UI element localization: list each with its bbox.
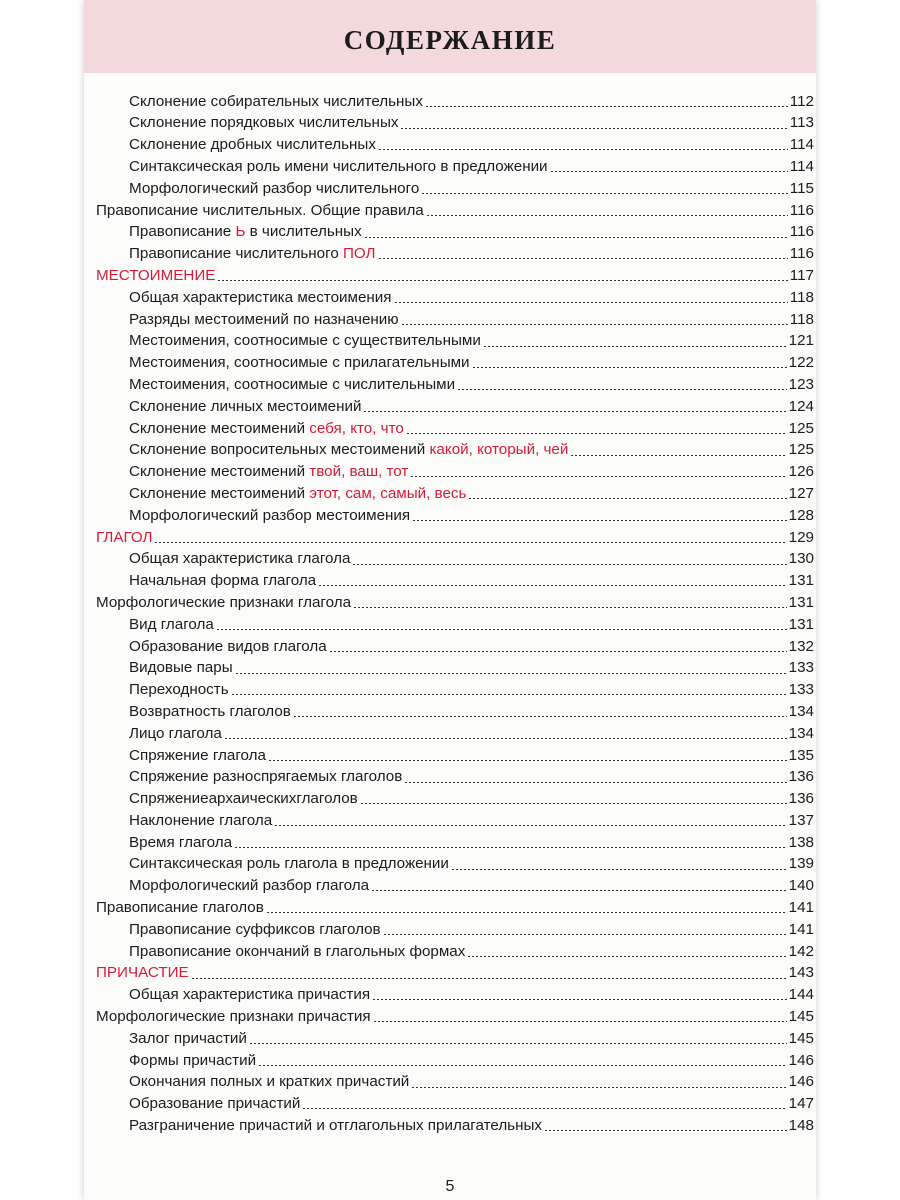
dot-leader: [266, 912, 787, 913]
toc-entry-title: [129, 377, 455, 392]
toc-entry-highlight: этот, сам, самый, весь: [309, 484, 467, 502]
toc-entry-title: [96, 203, 424, 218]
toc-entry-page: 122: [788, 354, 814, 372]
toc-entry-text: Переходность: [129, 681, 229, 699]
toc-entry-page: 125: [788, 441, 814, 459]
toc-entry-text: Видовые пары: [129, 659, 233, 677]
toc-entry-title: [129, 682, 229, 697]
toc-entry: [84, 262, 816, 284]
dot-leader: [404, 782, 786, 783]
toc-entry: [84, 371, 816, 393]
toc-entry-page: 131: [788, 593, 814, 611]
toc-entry-text: Разряды местоимений по назначению: [129, 310, 399, 328]
toc-entry-page: 145: [788, 1029, 814, 1047]
toc-entry-text: Формы причастий: [129, 1051, 257, 1069]
dot-leader: [406, 433, 787, 434]
toc-entry-page: 117: [789, 266, 814, 284]
toc-entry: [84, 524, 816, 546]
toc-entry-title: [96, 595, 351, 610]
toc-entry-text: Правописание: [129, 223, 236, 241]
toc-entry-title: [129, 1031, 247, 1046]
toc-entry-text: Разграничение причастий и отглагольных прилагательных: [129, 1117, 542, 1135]
toc-entry-text: Морфологический разбор местоимения: [129, 506, 411, 524]
toc-entry: [84, 415, 816, 437]
dot-leader: [457, 389, 787, 390]
toc-entry-page: 147: [788, 1095, 814, 1113]
dot-leader: [217, 280, 787, 281]
toc-entry-page: 136: [788, 790, 814, 808]
toc-entry-title: [129, 878, 369, 893]
toc-entry-page: 124: [788, 397, 814, 415]
toc-entry-text: Местоимения, соотносимые с существительными: [129, 332, 481, 350]
dot-leader: [268, 760, 787, 761]
toc-entry-title: [129, 1118, 542, 1133]
dot-leader: [293, 716, 787, 717]
toc-entry-title: [129, 617, 214, 632]
toc-entry-title: [129, 639, 327, 654]
toc-entry-page: 141: [788, 920, 814, 938]
toc-entry-text: Образование причастий: [129, 1095, 301, 1113]
toc-entry-title: [129, 421, 404, 436]
toc-entry-page: 141: [788, 899, 814, 917]
toc-entry: [84, 1091, 816, 1113]
toc-entry-title: [129, 660, 233, 675]
dot-leader: [318, 585, 787, 586]
dot-leader: [483, 346, 787, 347]
dot-leader: [550, 171, 788, 172]
toc-entry-highlight: себя, кто, что: [309, 419, 404, 437]
toc-entry-text: Местоимения, соотносимые с прилагательными: [129, 354, 470, 372]
toc-entry-text: Окончания полных и кратких причастий: [129, 1073, 410, 1091]
toc-entry-text: Склонение местоимений: [129, 419, 310, 437]
toc-entry-title: [129, 290, 392, 305]
toc-entry: [84, 829, 816, 851]
dot-leader: [363, 411, 786, 412]
toc-entry-text: Лицо глагола: [129, 724, 222, 742]
toc-entry-text: Склонение дробных числительных: [129, 136, 376, 154]
toc-entry: [84, 546, 816, 568]
toc-entry-page: 114: [789, 157, 814, 175]
toc-entry: [84, 698, 816, 720]
toc-entry-title: [129, 115, 398, 130]
toc-entry-title: [129, 573, 316, 588]
toc-entry-title: [129, 224, 362, 239]
toc-entry-text: Синтаксическая роль глагола в предложении: [129, 855, 449, 873]
dot-leader: [329, 651, 787, 652]
toc-entry-text: Правописание глаголов: [96, 899, 264, 917]
toc-entry-text: Склонение местоимений: [129, 463, 310, 481]
toc-entry-title: [129, 312, 399, 327]
toc-entry: [84, 786, 816, 808]
toc-entry-title: [129, 769, 402, 784]
toc-entry: [84, 960, 816, 982]
dot-leader: [191, 978, 787, 979]
toc-entry: [84, 110, 816, 132]
page-title: СОДЕРЖАНИЕ: [343, 25, 557, 55]
toc-entry: [84, 938, 816, 960]
toc-entry-page: 118: [789, 288, 814, 306]
toc-entry-text: Общая характеристика глагола: [129, 550, 351, 568]
toc-entry-page: 133: [788, 659, 814, 677]
toc-entry-title: [129, 442, 568, 457]
toc-entry: [84, 1112, 816, 1134]
toc-entry-title: [129, 835, 232, 850]
toc-entry-highlight: ПОЛ: [342, 245, 376, 263]
dot-leader: [352, 564, 786, 565]
toc-entry-page: 144: [788, 986, 814, 1004]
toc-entry-title: [129, 159, 548, 174]
dot-leader: [234, 847, 787, 848]
toc-entry-title: [129, 181, 419, 196]
toc-entry: [84, 894, 816, 916]
toc-entry: [84, 655, 816, 677]
toc-entry: [84, 764, 816, 786]
toc-entry: [84, 350, 816, 372]
dot-leader: [412, 520, 787, 521]
toc-entry-page: 116: [789, 223, 814, 241]
dot-leader: [360, 803, 787, 804]
dot-leader: [410, 476, 786, 477]
dot-leader: [421, 193, 788, 194]
toc-entry-page: 134: [788, 724, 814, 742]
toc-entry-text: Начальная форма глагола: [129, 572, 317, 590]
toc-entry-text: Спряжение разноспрягаемых глаголов: [129, 768, 403, 786]
dot-leader: [383, 934, 787, 935]
toc-entry-title: [129, 508, 410, 523]
toc-entry: [84, 1069, 816, 1091]
toc-entry-title: [129, 791, 358, 806]
toc-entry-text: Правописание числительного: [129, 245, 343, 263]
toc-entry-title: [129, 813, 272, 828]
toc-entry-page: 121: [788, 332, 814, 350]
toc-entry-page: 137: [788, 811, 814, 829]
dot-leader: [231, 694, 787, 695]
toc-entry: [84, 851, 816, 873]
toc-entry-page: 128: [788, 506, 814, 524]
toc-entry-text: Возвратность глаголов: [129, 702, 291, 720]
toc-entry-page: 134: [788, 702, 814, 720]
toc-entry-page: 139: [788, 855, 814, 873]
dot-leader: [451, 869, 787, 870]
toc-entry-title: [129, 922, 381, 937]
toc-entry-page: 125: [788, 419, 814, 437]
toc-entry: [84, 88, 816, 110]
toc-entry-page: 115: [789, 179, 814, 197]
toc-entry-highlight: какой, который, чей: [429, 441, 569, 459]
toc-entry-text: Время глагола: [129, 833, 233, 851]
toc-entry: [84, 916, 816, 938]
dot-leader: [274, 825, 786, 826]
toc-entry: [84, 1003, 816, 1025]
toc-entry: [84, 1025, 816, 1047]
dot-leader: [400, 128, 787, 129]
toc-entry-title: [129, 987, 370, 1002]
toc-entry-highlight: МЕСТОИМЕНИЕ: [96, 266, 216, 284]
toc-entry: [84, 241, 816, 263]
dot-leader: [426, 215, 788, 216]
toc-entry: [84, 284, 816, 306]
toc-entry-title: [96, 268, 215, 283]
toc-entry-text: Залог причастий: [129, 1029, 247, 1047]
toc-entry: [84, 153, 816, 175]
toc-entry-page: 112: [789, 92, 814, 110]
toc-entry-text: Спряжение глагола: [129, 746, 266, 764]
toc-entry-title: [96, 900, 264, 915]
toc-entry-text: в числительных: [245, 223, 362, 241]
toc-entry-title: [129, 486, 466, 501]
dot-leader: [258, 1065, 787, 1066]
toc-entry-page: 143: [788, 964, 814, 982]
toc-entry: [84, 633, 816, 655]
toc-entry-text: Вид глагола: [129, 615, 214, 633]
toc-entry-title: [96, 1009, 371, 1024]
toc-entry: [84, 197, 816, 219]
toc-entry-text: Склонение местоимений: [129, 484, 310, 502]
toc-entry-title: [129, 944, 465, 959]
dot-leader: [249, 1043, 787, 1044]
toc-entry-page: 132: [788, 637, 814, 655]
toc-entry-page: 145: [788, 1008, 814, 1026]
toc-entry-text: Спряжениеархаическихглаголов: [129, 790, 358, 808]
toc-entry: [84, 437, 816, 459]
dot-leader: [353, 607, 787, 608]
toc-entry-text: Склонение собирательных числительных: [129, 92, 423, 110]
toc-entry: [84, 568, 816, 590]
toc-entry: [84, 306, 816, 328]
toc-entry-page: 140: [788, 877, 814, 895]
dot-leader: [378, 258, 788, 259]
toc-entry: [84, 393, 816, 415]
toc-entry-title: [129, 399, 361, 414]
toc-entry-text: Склонение личных местоимений: [129, 397, 362, 415]
dot-leader: [378, 149, 788, 150]
toc-entry: [84, 611, 816, 633]
toc-entry-page: 123: [788, 375, 814, 393]
toc-entry-title: [129, 704, 291, 719]
toc-entry-title: [96, 965, 189, 980]
toc-entry-page: 138: [788, 833, 814, 851]
toc-entry: [84, 873, 816, 895]
toc-entry-page: 136: [788, 768, 814, 786]
toc-entry-title: [129, 748, 266, 763]
dot-leader: [302, 1108, 786, 1109]
toc-entry-text: Общая характеристика причастия: [129, 986, 371, 1004]
toc-entry-page: 116: [789, 245, 814, 263]
header-band: [84, 0, 816, 73]
dot-leader: [468, 498, 786, 499]
dot-leader: [472, 367, 787, 368]
dot-leader: [373, 1021, 787, 1022]
dot-leader: [216, 629, 787, 630]
toc-entry: [84, 589, 816, 611]
toc-entry: [84, 807, 816, 829]
page-number: 5: [445, 1178, 455, 1195]
toc-entry-text: Правописание числительных. Общие правила: [96, 201, 424, 219]
toc-entry-page: 146: [788, 1051, 814, 1069]
toc-entry: [84, 175, 816, 197]
toc-entry: [84, 480, 816, 502]
toc-entry-page: 130: [788, 550, 814, 568]
dot-leader: [544, 1130, 787, 1131]
toc-entry: [84, 677, 816, 699]
toc-entry: [84, 328, 816, 350]
toc-entry: [84, 742, 816, 764]
toc-entry: [84, 502, 816, 524]
toc-entry-text: Морфологический разбор числительного: [129, 179, 420, 197]
toc-entry-title: [129, 856, 449, 871]
toc-entry-text: Синтаксическая роль имени числительного в предложении: [129, 157, 548, 175]
dot-leader: [411, 1087, 786, 1088]
toc-entry-page: 133: [788, 681, 814, 699]
dot-leader: [570, 455, 786, 456]
toc-entry-page: 135: [788, 746, 814, 764]
toc-entry-page: 131: [788, 615, 814, 633]
toc-entry-title: [129, 333, 481, 348]
toc-entry-text: Правописание окончаний в глагольных формах: [129, 942, 466, 960]
toc-entry-page: 131: [788, 572, 814, 590]
toc-entry-title: [129, 137, 376, 152]
toc-entry-title: [129, 94, 423, 109]
dot-leader: [154, 542, 786, 543]
toc-entry: [84, 982, 816, 1004]
toc-entry-title: [129, 246, 376, 261]
dot-leader: [235, 673, 787, 674]
toc-entry-text: Морфологический разбор глагола: [129, 877, 370, 895]
toc-entry-highlight: Ь: [235, 223, 246, 241]
toc-entry-page: 148: [788, 1117, 814, 1135]
toc-entry-text: Правописание суффиксов глаголов: [129, 920, 381, 938]
toc-entry-page: 116: [789, 201, 814, 219]
toc-entry: [84, 1047, 816, 1069]
dot-leader: [364, 237, 788, 238]
toc-entry: [84, 219, 816, 241]
dot-leader: [401, 324, 788, 325]
toc-entry-text: Морфологические признаки глагола: [96, 593, 352, 611]
toc-entry-page: 127: [788, 484, 814, 502]
toc-entry-title: [129, 726, 222, 741]
toc-entry-text: Местоимения, соотносимые с числительными: [129, 375, 456, 393]
toc-entry-text: Склонение вопросительных местоимений: [129, 441, 430, 459]
toc-entry-text: Склонение порядковых числительных: [129, 114, 399, 132]
dot-leader: [425, 106, 788, 107]
toc-entry-title: [129, 551, 350, 566]
toc-entry: [84, 459, 816, 481]
toc-entry-page: 146: [788, 1073, 814, 1091]
toc-entry: [84, 132, 816, 154]
toc-entry-page: 142: [788, 942, 814, 960]
dot-leader: [224, 738, 787, 739]
toc-entry-page: 118: [789, 310, 814, 328]
dot-leader: [394, 302, 788, 303]
toc-entry-title: [129, 1053, 256, 1068]
toc-entry-page: 114: [789, 136, 814, 154]
toc-entry-page: 129: [788, 528, 814, 546]
toc-entry-text: Образование видов глагола: [129, 637, 327, 655]
toc-entry-title: [129, 1096, 300, 1111]
toc-entry: [84, 720, 816, 742]
toc-entry-title: [129, 355, 470, 370]
toc-entry-title: [129, 464, 408, 479]
toc-entry-page: 113: [789, 114, 814, 132]
toc-entry-text: Наклонение глагола: [129, 811, 273, 829]
dot-leader: [372, 999, 787, 1000]
toc-entry-text: Морфологические признаки причастия: [96, 1008, 371, 1026]
toc-entry-highlight: ГЛАГОЛ: [96, 528, 153, 546]
toc-entry-title: [129, 1074, 409, 1089]
table-of-contents: [84, 88, 816, 1134]
dot-leader: [467, 956, 786, 957]
toc-entry-page: 126: [788, 463, 814, 481]
toc-entry-highlight: ПРИЧАСТИЕ: [96, 964, 189, 982]
toc-entry-title: [96, 530, 152, 545]
dot-leader: [371, 890, 787, 891]
toc-entry-text: Общая характеристика местоимения: [129, 288, 392, 306]
toc-entry-highlight: твой, ваш, тот: [309, 463, 409, 481]
